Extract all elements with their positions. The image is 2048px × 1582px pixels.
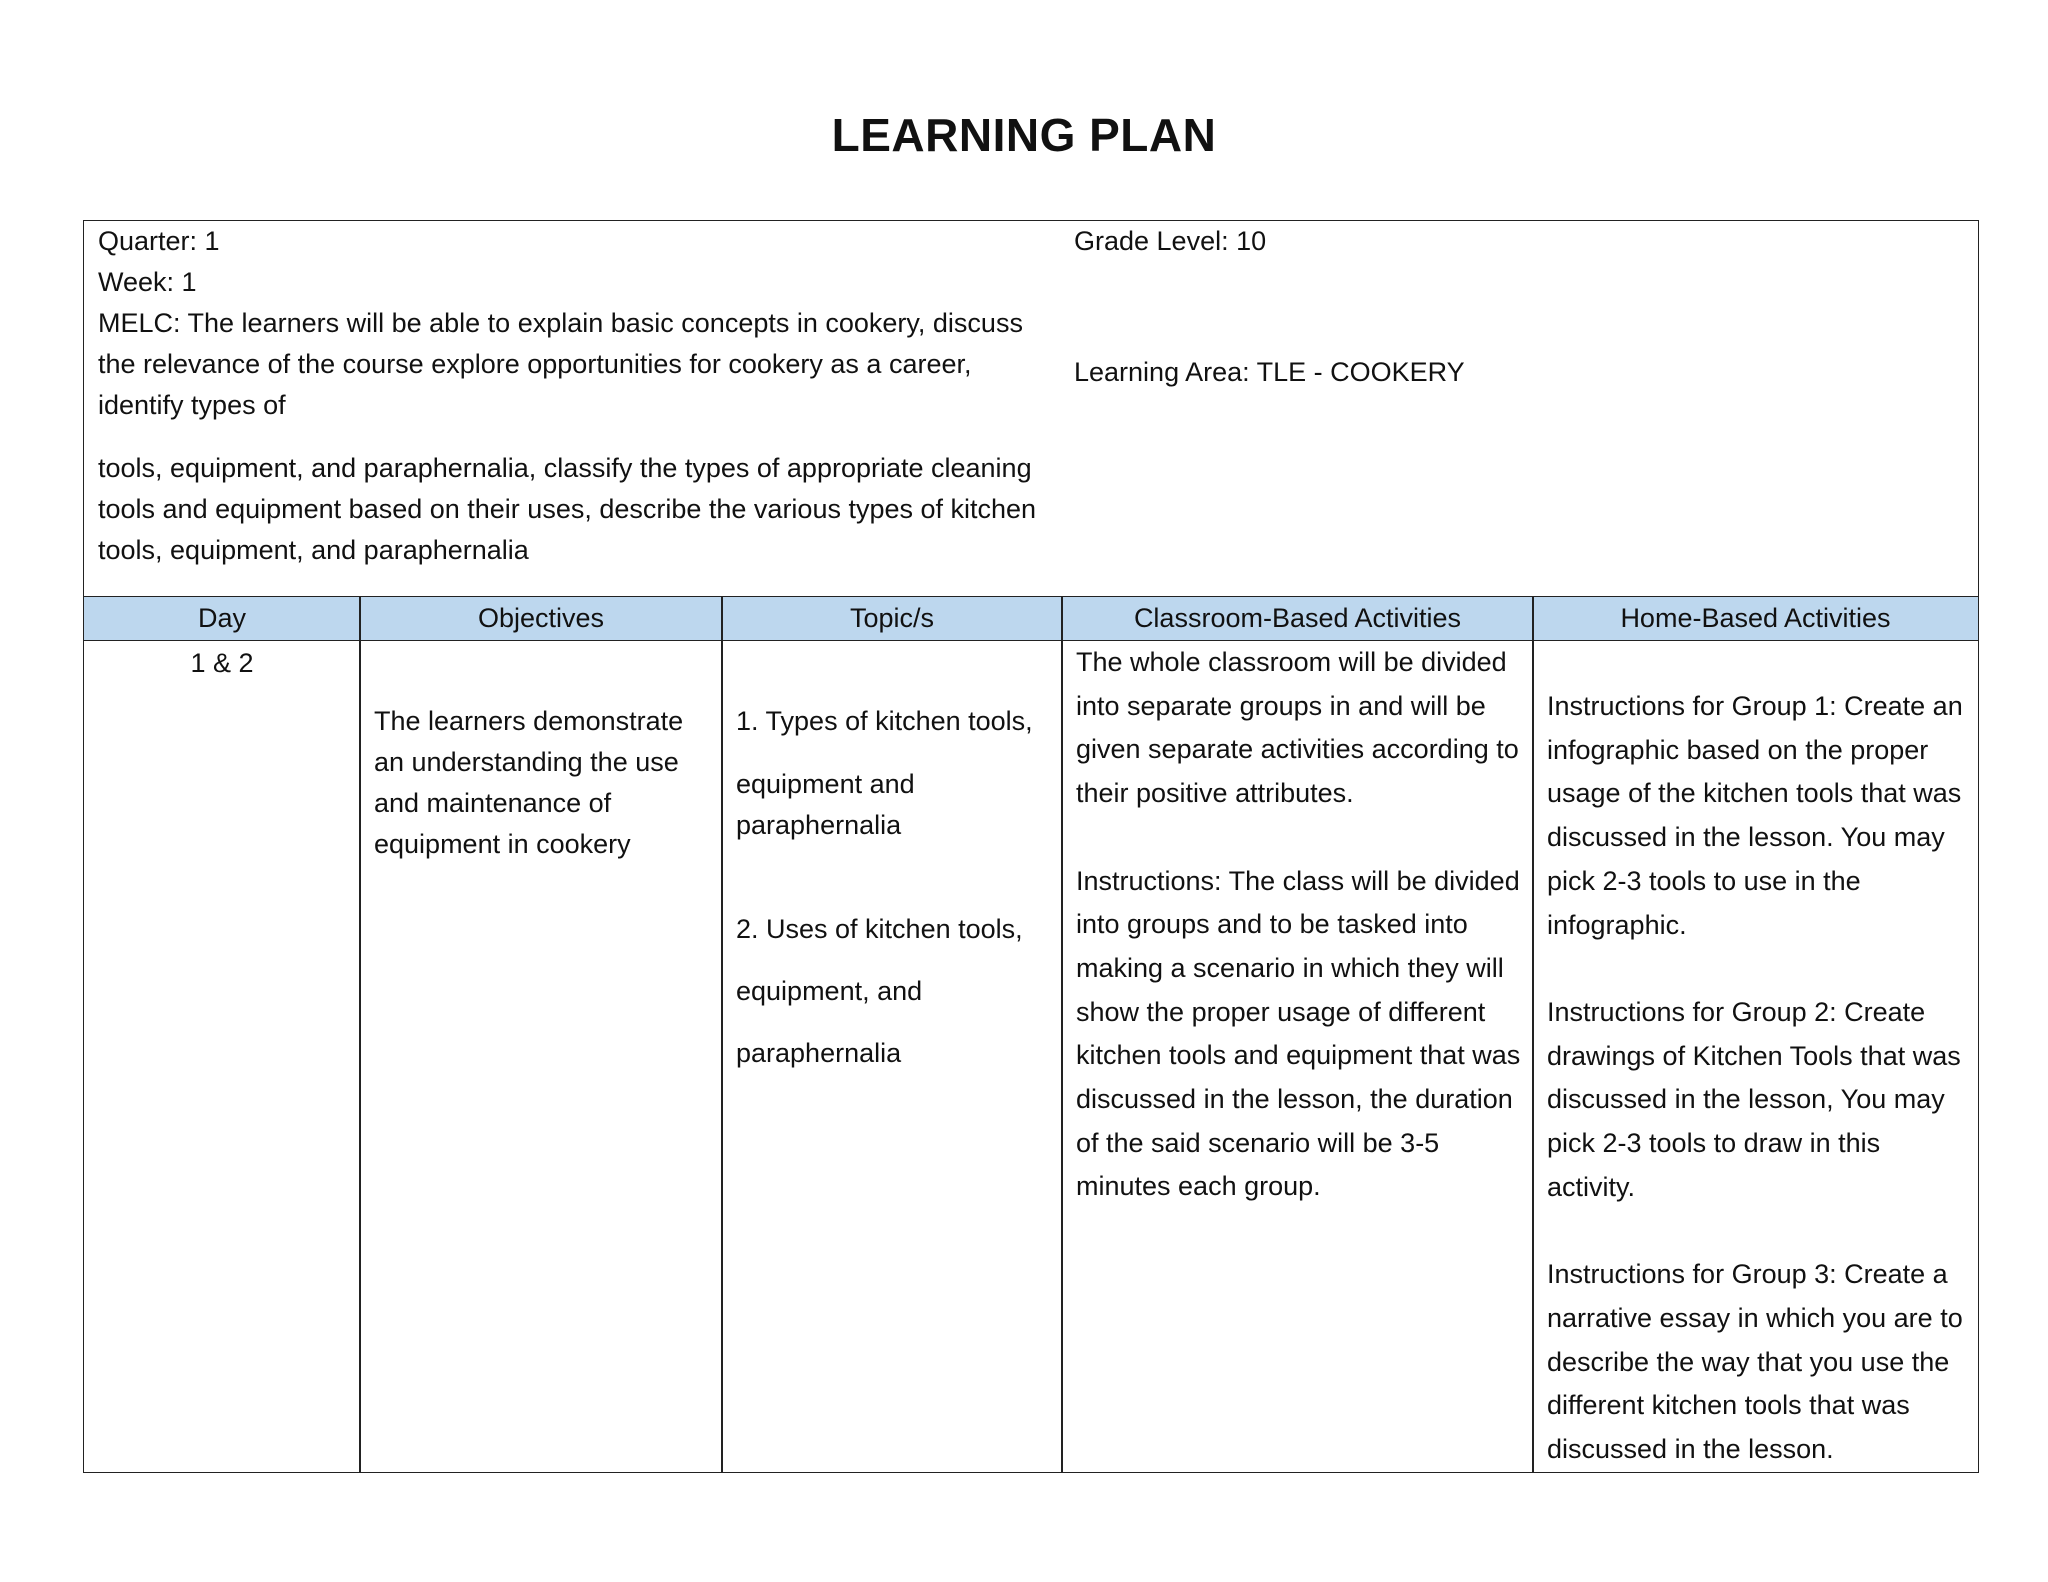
table-header-row — [84, 597, 1978, 641]
header-home-activities: Home-Based Activities — [1620, 603, 1891, 633]
home-group-2-instructions: Instructions for Group 2: Create drawings of Kitchen Tools that was discussed in the lesson, You may pick 2-3 tools to draw in this activity. — [1547, 996, 1961, 1202]
info-left-column — [98, 221, 1058, 571]
home-group-1-instructions: Instructions for Group 1: Create an infographic based on the proper usage of the kitchen tools that was discussed in the lesson. You may pick 2-3 tools to use in the infographic. — [1547, 691, 1963, 940]
classroom-activities-cell — [1062, 641, 1533, 1472]
objectives-text: The learners demonstrate an understanding the use and maintenance of equipment in cookery — [374, 706, 684, 859]
topics-cell — [722, 641, 1062, 1472]
topic-1-line-1: 1. Types of kitchen tools, — [736, 706, 1033, 736]
day-value: 1 & 2 — [190, 648, 254, 678]
header-classroom-activities: Classroom-Based Activities — [1133, 603, 1462, 633]
quarter-label: Quarter: 1 — [98, 226, 220, 256]
classroom-paragraph-2: Instructions: The class will be divided into groups and to be tasked into making a scenario in which they will show the proper usage of different kitchen tools and equipment that was discussed in the lesson, the duration of the said scenario will be 3-5 minutes each group. — [1076, 865, 1521, 1202]
classroom-activities-text — [1076, 641, 1526, 1209]
objectives-cell — [360, 641, 722, 1472]
melc-text: MELC: The learners will be able to explain basic concepts in cookery, discuss the relevance of the course explore opportunities for cookery as a career, identify types of — [98, 308, 1023, 420]
grade-level-label: Grade Level: 10 — [1074, 226, 1267, 256]
topic-2-line-3: paraphernalia — [736, 1038, 902, 1068]
week-label: Week: 1 — [98, 267, 197, 297]
home-activities-text — [1547, 685, 1972, 1472]
page-title: LEARNING PLAN — [831, 109, 1217, 161]
learning-area-label: Learning Area: TLE - COOKERY — [1074, 357, 1465, 387]
header-topics: Topic/s — [849, 603, 935, 633]
topics-text — [736, 701, 1056, 1074]
header-objectives: Objectives — [477, 603, 605, 633]
melc-text-continued: tools, equipment, and paraphernalia, classify the types of appropriate cleaning tools and equipment based on their uses, describe the various types of kitchen tools, equipment, and paraphernalia — [98, 453, 1037, 565]
topic-2-line-1: 2. Uses of kitchen tools, — [736, 914, 1023, 944]
classroom-paragraph-1: The whole classroom will be divided into separate groups in and will be given separate activities according to their positive attributes. — [1076, 647, 1519, 809]
info-right-column — [1074, 221, 1954, 387]
home-activities-cell — [1533, 641, 1978, 1472]
header-day: Day — [197, 603, 246, 633]
plan-info-section — [84, 221, 1978, 597]
table-row — [84, 641, 1978, 1472]
topic-1-line-2: equipment and paraphernalia — [736, 769, 915, 840]
learning-plan-table — [83, 220, 1979, 1473]
topic-2-line-2: equipment, and — [736, 976, 923, 1006]
day-cell — [84, 641, 360, 1472]
home-group-3-instructions: Instructions for Group 3: Create a narrative essay in which you are to describe the way that you use the different kitchen tools that was discussed in the lesson. — [1547, 1259, 1963, 1464]
